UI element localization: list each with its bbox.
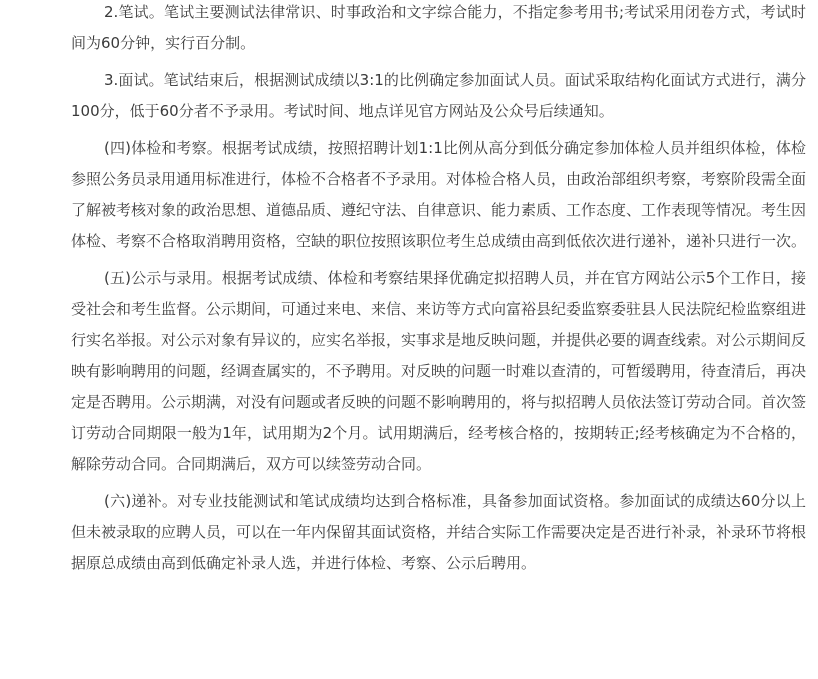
paragraph-physical-exam: (四)体检和考察。根据考试成绩，按照招聘计划1:1比例从高分到低分确定参加体检人员并组织体检，体检参照公务员录用通用标准进行，体检不合格者不予录用。对体检合格人员，由政治部组织考察，考察阶段需全面了解被考核对象的政治思想、道德品质、遵纪守法、自律意识、能力素质、工作态度、工作表现等情况。考生因体检、考察不合格取消聘用资格，空缺的职位按照该职位考生总成绩由高到低依次进行递补，递补只进行一次。 bbox=[71, 139, 807, 250]
document-body bbox=[71, 0, 806, 585]
paragraph-publicity-hiring: (五)公示与录用。根据考试成绩、体检和考察结果择优确定拟招聘人员，并在官方网站公示5个工作日，接受社会和考生监督。公示期间，可通过来电、来信、来访等方式向富裕县纪委监察委驻县人民法院纪检监察组进行实名举报。对公示对象有异议的，应实名举报，实事求是地反映问题，并提供必要的调查线索。对公示期间反映有影响聘用的问题，经调查属实的，不予聘用。对反映的问题一时难以查清的，可暂缓聘用，待查清后，再决定是否聘用。公示期满，对没有问题或者反映的问题不影响聘用的，将与拟招聘人员依法签订劳动合同。首次签订劳动合同期限一般为1年，试用期为2个月。试用期满后，经考核合格的，按期转正;经考核确定为不合格的，解除劳动合同。合同期满后，双方可以续签劳动合同。 bbox=[71, 269, 807, 473]
paragraph-supplement: (六)递补。对专业技能测试和笔试成绩均达到合格标准，具备参加面试资格。参加面试的成绩达60分以上但未被录取的应聘人员，可以在一年内保留其面试资格，并结合实际工作需要决定是否进行补录，补录环节将根据原总成绩由高到低确定补录人选，并进行体检、考察、公示后聘用。 bbox=[71, 492, 807, 572]
paragraph-interview: 3.面试。笔试结束后，根据测试成绩以3:1的比例确定参加面试人员。面试采取结构化面试方式进行，满分100分，低于60分者不予录用。考试时间、地点详见官方网站及公众号后续通知。 bbox=[71, 71, 806, 120]
paragraph-written-exam: 2.笔试。笔试主要测试法律常识、时事政治和文字综合能力，不指定参考用书;考试采用闭卷方式，考试时间为60分钟，实行百分制。 bbox=[71, 3, 806, 52]
